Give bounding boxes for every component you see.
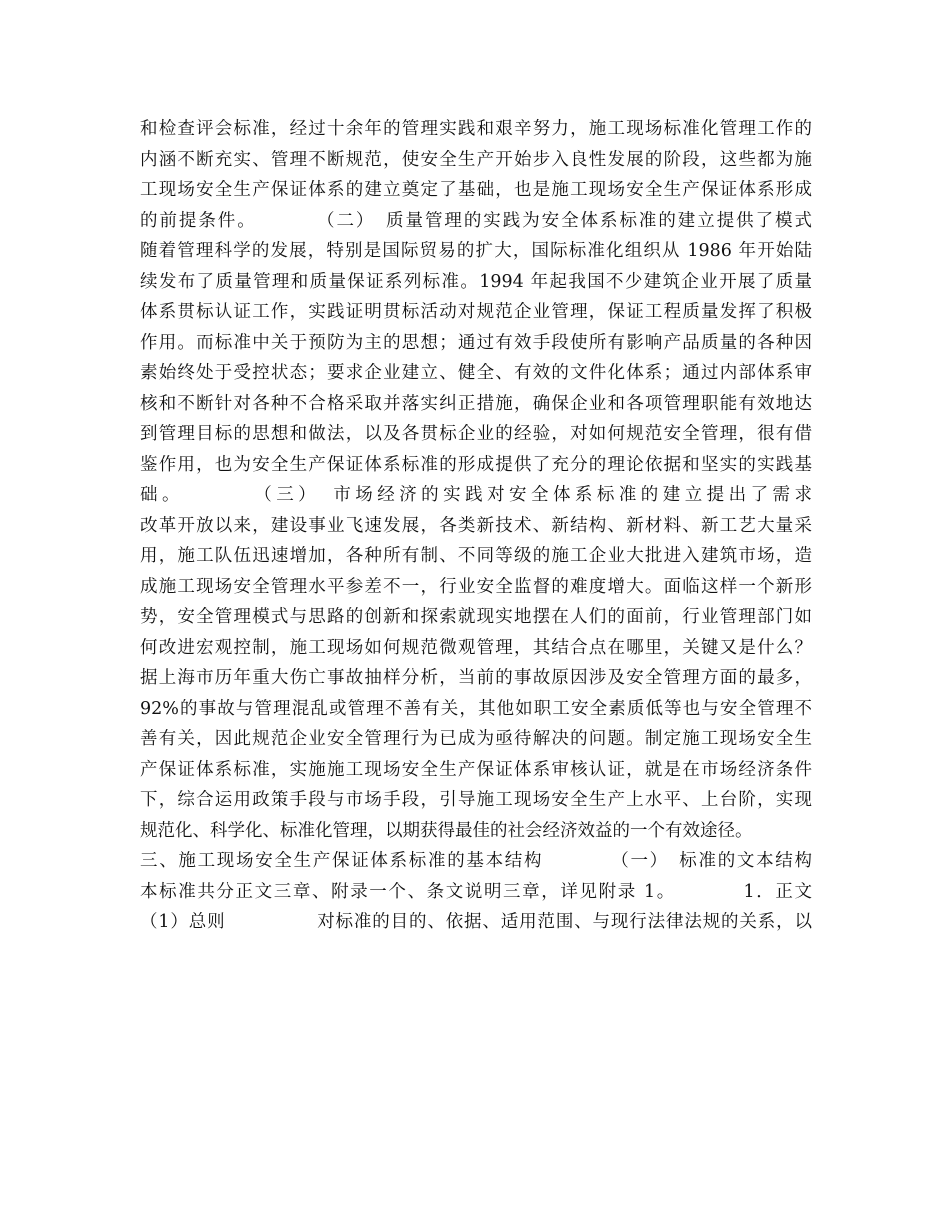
text-line: 势，安全管理模式与思路的创新和探索就现实地摆在人们的面前，行业管理部门如 xyxy=(140,607,812,627)
text-line: 规范化、科学化、标准化管理，以期获得最佳的社会经济效益的一个有效途径。 xyxy=(140,820,753,841)
text-line: 92%的事故与管理混乱或管理不善有关，其他如职工安全素质低等也与安全管理不 xyxy=(140,698,812,719)
text-line: 随着管理科学的发展，特别是国际贸易的扩大，国际标准化组织从 1986 年开始陆 xyxy=(140,241,812,261)
text-line: 据上海市历年重大伤亡事故抽样分析，当前的事故原因涉及安全管理方面的最多， xyxy=(140,668,812,688)
text-line: 用，施工队伍迅速增加，各种所有制、不同等级的施工企业大批进入建筑市场，造 xyxy=(140,546,812,566)
document-body xyxy=(140,114,812,938)
text-line: 体系贯标认证工作，实践证明贯标活动对规范企业管理，保证工程质量发挥了积极 xyxy=(140,302,812,322)
text-line: 成施工现场安全管理水平参差不一，行业安全监督的难度增大。面临这样一个新形 xyxy=(140,576,812,597)
text-line: 素始终处于受控状态；要求企业建立、健全、有效的文件化体系；通过内部体系审 xyxy=(140,363,812,383)
text-line: 本标准共分正文三章、附录一个、条文说明三章，详见附录 1。 1．正文 xyxy=(140,881,812,902)
text-line: 作用。而标准中关于预防为主的思想；通过有效手段使所有影响产品质量的各种因 xyxy=(140,332,812,353)
text-line: （1）总则 对标准的目的、依据、适用范围、与现行法律法规的关系，以 xyxy=(140,912,812,932)
text-line: 内涵不断充实、管理不断规范，使安全生产开始步入良性发展的阶段，这些都为施 xyxy=(140,149,812,170)
text-line: 改革开放以来，建设事业飞速发展，各类新技术、新结构、新材料、新工艺大量采 xyxy=(140,515,812,536)
text-line: 续发布了质量管理和质量保证系列标准。1994 年起我国不少建筑企业开展了质量 xyxy=(140,271,812,292)
text-line: 鉴作用，也为安全生产保证体系标准的形成提供了充分的理论依据和坚实的实践基 xyxy=(140,454,812,475)
text-line: 善有关，因此规范企业安全管理行为已成为亟待解决的问题。制定施工现场安全生 xyxy=(140,729,812,749)
text-line: 下，综合运用政策手段与市场手段，引导施工现场安全生产上水平、上台阶，实现 xyxy=(140,790,812,810)
text-line: 到管理目标的思想和做法，以及各贯标企业的经验，对如何规范安全管理，很有借 xyxy=(140,424,812,444)
section-heading-line: 三、施工现场安全生产保证体系标准的基本结构 （一） 标准的文本结构 xyxy=(140,851,812,871)
text-line: 和检查评会标准，经过十余年的管理实践和艰辛努力，施工现场标准化管理工作的 xyxy=(140,119,812,139)
text-line: 工现场安全生产保证体系的建立奠定了基础，也是施工现场安全生产保证体系形成 xyxy=(140,180,812,200)
text-line: 的前提条件。 （二） 质量管理的实践为安全体系标准的建立提供了模式 xyxy=(140,210,812,231)
text-line: 何改进宏观控制，施工现场如何规范微观管理，其结合点在哪里，关键又是什么？ xyxy=(140,637,812,658)
text-line: 核和不断针对各种不合格采取并落实纠正措施，确保企业和各项管理职能有效地达 xyxy=(140,393,812,414)
text-line: 产保证体系标准，实施施工现场安全生产保证体系审核认证，就是在市场经济条件 xyxy=(140,759,812,780)
text-line: 础。 （三） 市场经济的实践对安全体系标准的建立提出了需求 xyxy=(140,485,812,505)
